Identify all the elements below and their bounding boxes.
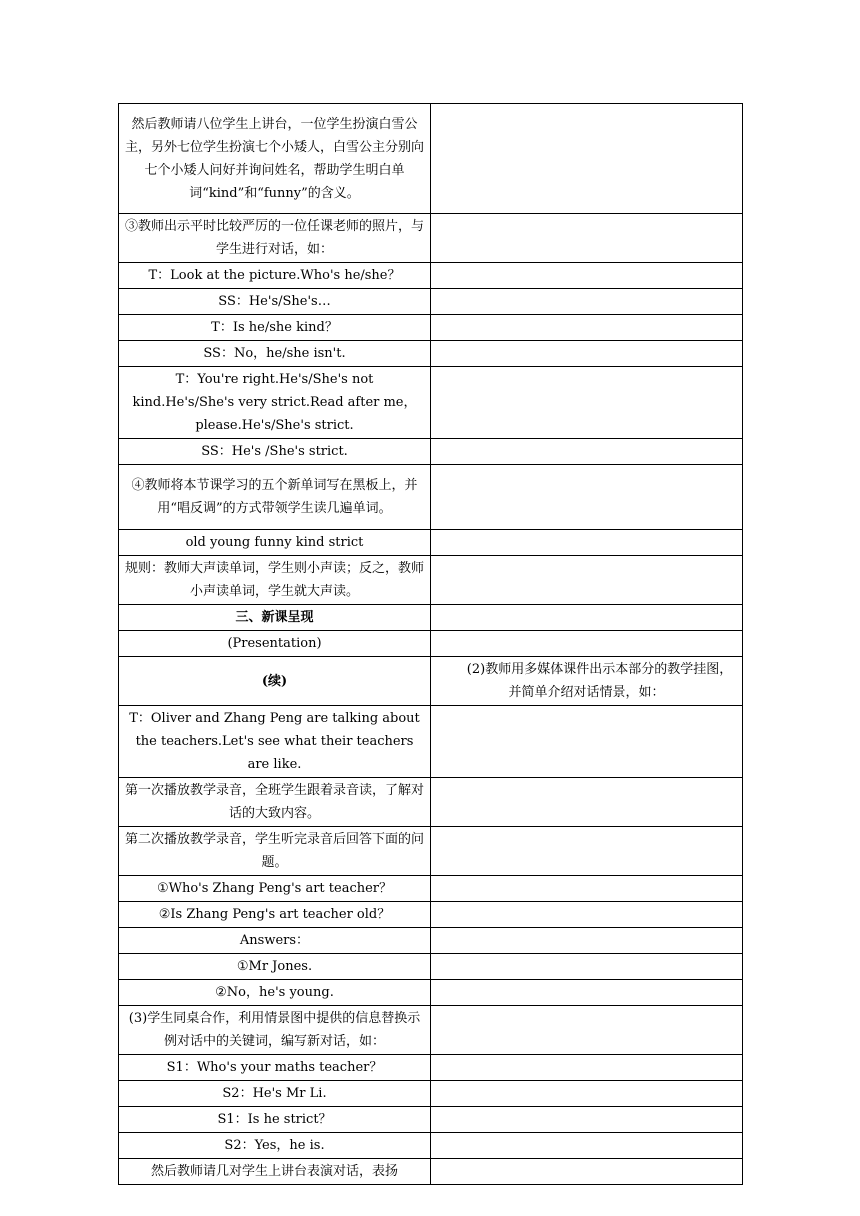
right-cell: (2)教师用多媒体课件出示本部分的教学挂图，并简单介绍对话情景，如： (431, 657, 743, 706)
right-cell (431, 605, 743, 631)
table-row (119, 954, 743, 980)
left-cell: (3)学生同桌合作，利用情景图中提供的信息替换示例对话中的关键词，编写新对话，如： (119, 1006, 431, 1055)
table-row (119, 928, 743, 954)
right-cell (431, 928, 743, 954)
right-cell (431, 104, 743, 214)
table-row (119, 556, 743, 605)
section-heading: 三、新课呈现 (119, 605, 431, 631)
left-cell: T：Look at the picture.Who's he/she？ (119, 263, 431, 289)
table-row (119, 902, 743, 928)
table-row (119, 263, 743, 289)
right-cell (431, 778, 743, 827)
right-cell (431, 1081, 743, 1107)
table-row (119, 706, 743, 778)
right-cell (431, 1006, 743, 1055)
table-row (119, 1133, 743, 1159)
table-row (119, 1159, 743, 1185)
table-row (119, 657, 743, 706)
left-cell: ③教师出示平时比较严厉的一位任课老师的照片，与学生进行对话，如： (119, 214, 431, 263)
right-cell (431, 706, 743, 778)
right-cell (431, 367, 743, 439)
table-row (119, 876, 743, 902)
left-cell: ②Is Zhang Peng's art teacher old？ (119, 902, 431, 928)
table-row (119, 1081, 743, 1107)
table-row (119, 827, 743, 876)
right-cell (431, 556, 743, 605)
table-row (119, 315, 743, 341)
right-cell (431, 631, 743, 657)
left-cell: ②No，he's young. (119, 980, 431, 1006)
left-cell: 然后教师请几对学生上讲台表演对话，表扬 (119, 1159, 431, 1185)
lesson-plan-table (118, 103, 743, 1185)
right-cell (431, 289, 743, 315)
right-cell (431, 876, 743, 902)
table-row (119, 341, 743, 367)
right-cell (431, 1159, 743, 1185)
right-cell (431, 315, 743, 341)
right-cell (431, 1055, 743, 1081)
section-subheading: (Presentation) (119, 631, 431, 657)
left-cell: T：You're right.He's/She's not kind.He's/She's very strict.Read after me，please.He's/She's strict. (119, 367, 431, 439)
table-row (119, 439, 743, 465)
left-cell: S1：Is he strict？ (119, 1107, 431, 1133)
table-row (119, 1055, 743, 1081)
left-cell: Answers： (119, 928, 431, 954)
left-cell: S2：Yes，he is. (119, 1133, 431, 1159)
right-cell (431, 214, 743, 263)
table-row (119, 289, 743, 315)
left-cell: ①Mr Jones. (119, 954, 431, 980)
left-cell: ①Who's Zhang Peng's art teacher？ (119, 876, 431, 902)
left-cell: 第一次播放教学录音，全班学生跟着录音读，了解对话的大致内容。 (119, 778, 431, 827)
left-cell: S1：Who's your maths teacher？ (119, 1055, 431, 1081)
table-row (119, 631, 743, 657)
left-cell: 然后教师请八位学生上讲台，一位学生扮演白雪公主，另外七位学生扮演七个小矮人，白雪公主分别向七个小矮人问好并询问姓名，帮助学生明白单词“kind”和“funny”的含义。 (119, 104, 431, 214)
right-cell (431, 827, 743, 876)
right-cell (431, 954, 743, 980)
continued-label: (续) (119, 657, 431, 706)
left-cell: T：Oliver and Zhang Peng are talking about the teachers.Let's see what their teachers are like. (119, 706, 431, 778)
right-cell (431, 1107, 743, 1133)
right-cell (431, 980, 743, 1006)
right-cell (431, 1133, 743, 1159)
left-cell: 规则：教师大声读单词，学生则小声读；反之，教师小声读单词，学生就大声读。 (119, 556, 431, 605)
table-row (119, 778, 743, 827)
table-row (119, 605, 743, 631)
table-row (119, 367, 743, 439)
left-cell: ④教师将本节课学习的五个新单词写在黑板上，并用“唱反调”的方式带领学生读几遍单词。 (119, 465, 431, 530)
left-cell: old young funny kind strict (119, 530, 431, 556)
left-cell: SS：He's /She's strict. (119, 439, 431, 465)
right-cell (431, 530, 743, 556)
left-cell: S2：He's Mr Li. (119, 1081, 431, 1107)
right-cell (431, 439, 743, 465)
left-cell: SS：He's/She's… (119, 289, 431, 315)
left-cell: T：Is he/she kind？ (119, 315, 431, 341)
table-row (119, 1006, 743, 1055)
table-row (119, 530, 743, 556)
table-row (119, 104, 743, 214)
left-cell: SS：No，he/she isn't. (119, 341, 431, 367)
right-cell (431, 263, 743, 289)
table-row (119, 465, 743, 530)
right-cell (431, 902, 743, 928)
right-cell (431, 341, 743, 367)
table-row (119, 980, 743, 1006)
table-row (119, 214, 743, 263)
left-cell: 第二次播放教学录音，学生听完录音后回答下面的问题。 (119, 827, 431, 876)
right-cell (431, 465, 743, 530)
table-row (119, 1107, 743, 1133)
